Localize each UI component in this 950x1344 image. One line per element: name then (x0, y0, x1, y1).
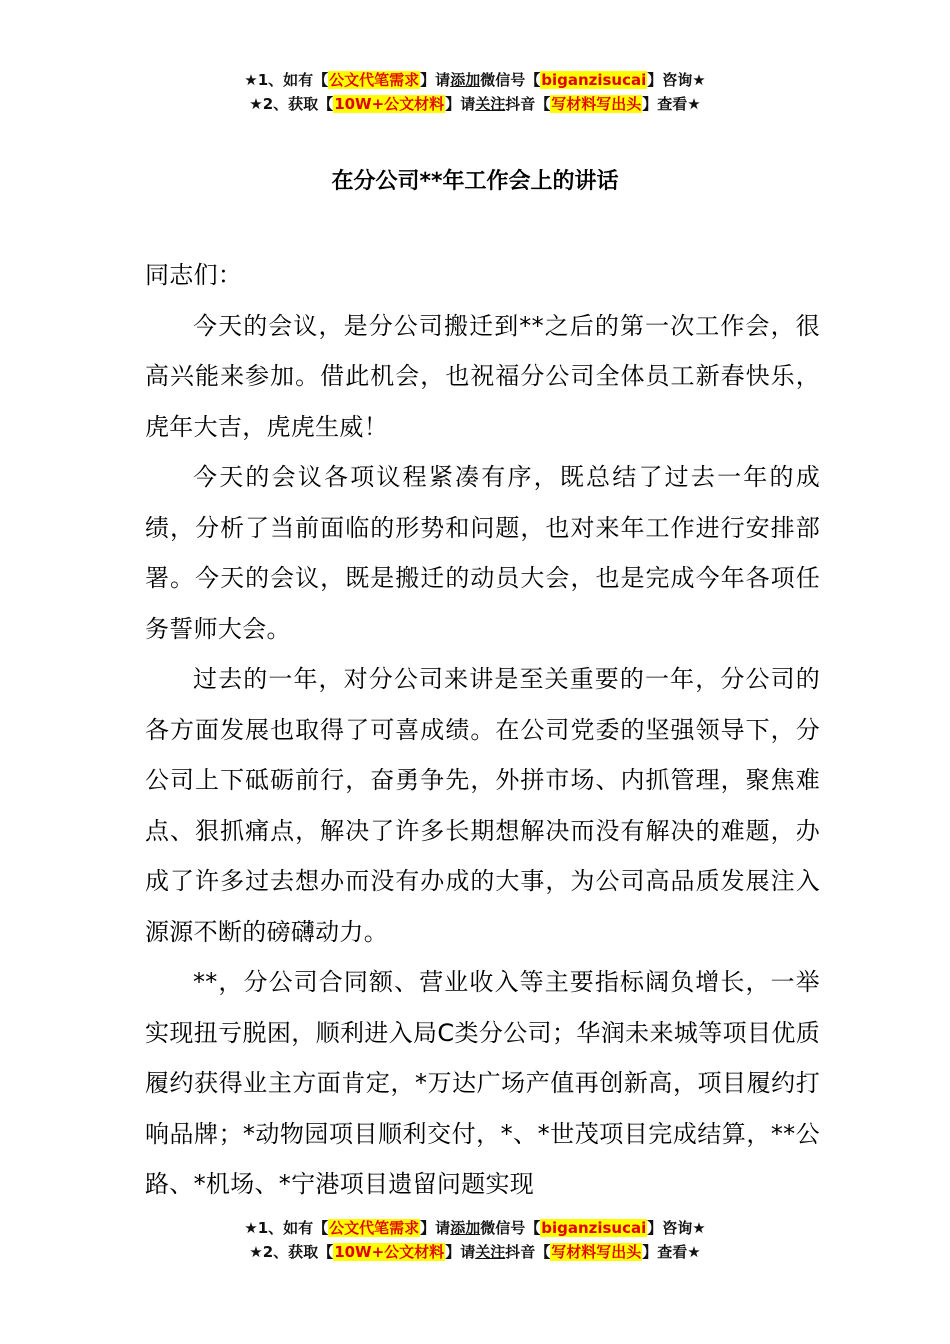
paragraph: 今天的会议各项议程紧凑有序，既总结了过去一年的成绩，分析了当前面临的形势和问题，也对来年工作进行安排部署。今天的会议，既是搬迁的动员大会，也是完成今年各项任务誓师大会。 (145, 463, 820, 643)
banner-line-1: ★1、如有【公文代笔需求】请添加微信号【biganzisucai】咨询★ (244, 71, 706, 89)
header-banner (0, 68, 950, 116)
document-body (145, 250, 820, 1210)
banner-highlight: 10W+公文材料 (334, 1243, 445, 1261)
banner-highlight: 10W+公文材料 (334, 95, 445, 113)
salutation: 同志们： (145, 261, 243, 289)
footer-banner (0, 1216, 950, 1264)
banner-highlight: biganzisucai (541, 71, 647, 89)
document-title: 在分公司**年工作会上的讲话 (331, 169, 619, 194)
banner-highlight: 写材料写出头 (551, 1243, 642, 1261)
banner-highlight: 公文代笔需求 (329, 1219, 420, 1237)
paragraph: 今天的会议，是分公司搬迁到**之后的第一次工作会，很高兴能来参加。借此机会，也祝福分公司全体员工新春快乐，虎年大吉，虎虎生威！ (145, 311, 820, 441)
banner-line-2: ★2、获取【10W+公文材料】请关注抖音【写材料写出头】查看★ (249, 95, 701, 113)
banner-highlight: biganzisucai (541, 1219, 647, 1237)
banner-highlight: 公文代笔需求 (329, 71, 420, 89)
banner-highlight: 写材料写出头 (551, 95, 642, 113)
paragraph: **，分公司合同额、营业收入等主要指标阔负增长，一举实现扭亏脱困，顺利进入局C类分公司；华润未来城等项目优质履约获得业主方面肯定，*万达广场产值再创新高，项目履约打响品牌；*动物园项目顺利交付，*、*世茂项目完成结算，**公路、*机场、*宁港项目遗留问题实现 (145, 968, 820, 1198)
paragraph: 过去的一年，对分公司来讲是至关重要的一年，分公司的各方面发展也取得了可喜成绩。在公司党委的坚强领导下，分公司上下砥砺前行，奋勇争先，外拼市场、内抓管理，聚焦难点、狠抓痛点，解决了许多长期想解决而没有解决的难题，办成了许多过去想办而没有办成的大事，为公司高品质发展注入源源不断的磅礴动力。 (145, 665, 820, 946)
banner-line-2: ★2、获取【10W+公文材料】请关注抖音【写材料写出头】查看★ (249, 1243, 701, 1261)
banner-line-1: ★1、如有【公文代笔需求】请添加微信号【biganzisucai】咨询★ (244, 1219, 706, 1237)
